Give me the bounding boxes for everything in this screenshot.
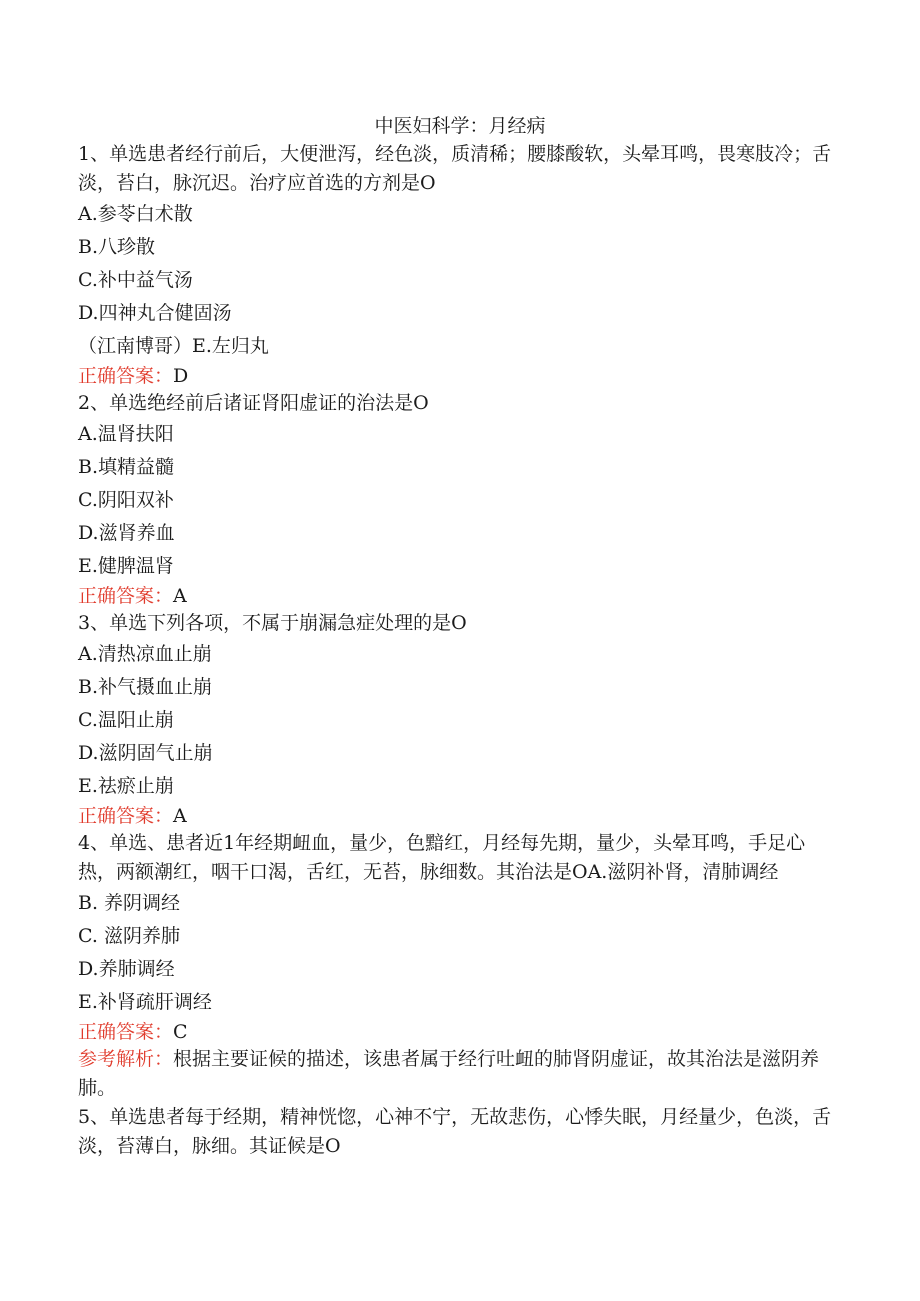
option-c: C.阴阳双补 xyxy=(78,489,174,511)
option-d: D.滋阴固气止崩 xyxy=(78,742,213,764)
question-stem: 4、单选、患者近1年经期衄血，量少，色黯红，月经每先期，量少，头晕耳鸣，手足心热，两额潮红，咽干口渴，舌红，无苔，脉细数。其治法是OA.滋阴补肾，清肺调经 xyxy=(78,832,806,883)
option-c: C.补中益气汤 xyxy=(78,269,193,291)
option-e: E.健脾温肾 xyxy=(78,555,174,577)
explanation-label: 参考解析： xyxy=(78,1048,174,1070)
option-b: B.八珍散 xyxy=(78,236,156,258)
question-stem: 1、单选患者经行前后，大便泄泻，经色淡，质清稀；腰膝酸软，头晕耳鸣，畏寒肢冷；舌淡，苔白，脉沉迟。治疗应首选的方剂是O xyxy=(78,143,832,194)
question-3 xyxy=(78,609,838,829)
option-e: （江南博哥）E.左归丸 xyxy=(78,335,269,357)
answer-line xyxy=(78,1019,838,1045)
option-d: D.滋肾养血 xyxy=(78,522,175,544)
option-b: B.补气摄血止崩 xyxy=(78,676,213,698)
option-d: D.四神丸合健固汤 xyxy=(78,302,232,324)
answer-value: C xyxy=(173,1021,188,1043)
option-e: E.补肾疏肝调经 xyxy=(78,991,212,1013)
answer-label: 正确答案： xyxy=(78,365,174,387)
question-2 xyxy=(78,389,838,609)
answer-value: D xyxy=(173,365,189,387)
answer-line xyxy=(78,363,838,389)
option-e: E.祛瘀止崩 xyxy=(78,775,174,797)
answer-label: 正确答案： xyxy=(78,585,174,607)
question-5 xyxy=(78,1103,838,1161)
question-stem: 5、单选患者每于经期，精神恍惚，心神不宁，无故悲伤，心悸失眠，月经量少，色淡，舌淡，苔薄白，脉细。其证候是O xyxy=(78,1106,832,1157)
option-c: C.温阳止崩 xyxy=(78,709,174,731)
option-a: A.参苓白术散 xyxy=(78,203,193,225)
question-list xyxy=(78,140,838,1161)
answer-label: 正确答案： xyxy=(78,1021,174,1043)
question-stem: 3、单选下列各项，不属于崩漏急症处理的是O xyxy=(78,612,467,634)
option-a: A.清热凉血止崩 xyxy=(78,643,212,665)
option-d: D.养肺调经 xyxy=(78,958,175,980)
option-b: B. 养阴调经 xyxy=(78,892,181,914)
question-stem: 2、单选绝经前后诸证肾阳虚证的治法是O xyxy=(78,392,429,414)
answer-label: 正确答案： xyxy=(78,805,174,827)
option-b: B.填精益髓 xyxy=(78,456,175,478)
answer-line xyxy=(78,583,838,609)
answer-value: A xyxy=(173,585,187,607)
explanation-line xyxy=(78,1045,838,1103)
option-c: C. 滋阴养肺 xyxy=(78,925,180,947)
question-4 xyxy=(78,829,838,1103)
explanation-text: 根据主要证候的描述，该患者属于经行吐衄的肺肾阴虚证，故其治法是滋阴养肺。 xyxy=(78,1048,820,1099)
question-1 xyxy=(78,140,838,389)
option-a: A.温肾扶阳 xyxy=(78,423,174,445)
answer-line xyxy=(78,803,838,829)
page-title: 中医妇科学：月经病 xyxy=(374,115,546,137)
answer-value: A xyxy=(173,805,187,827)
